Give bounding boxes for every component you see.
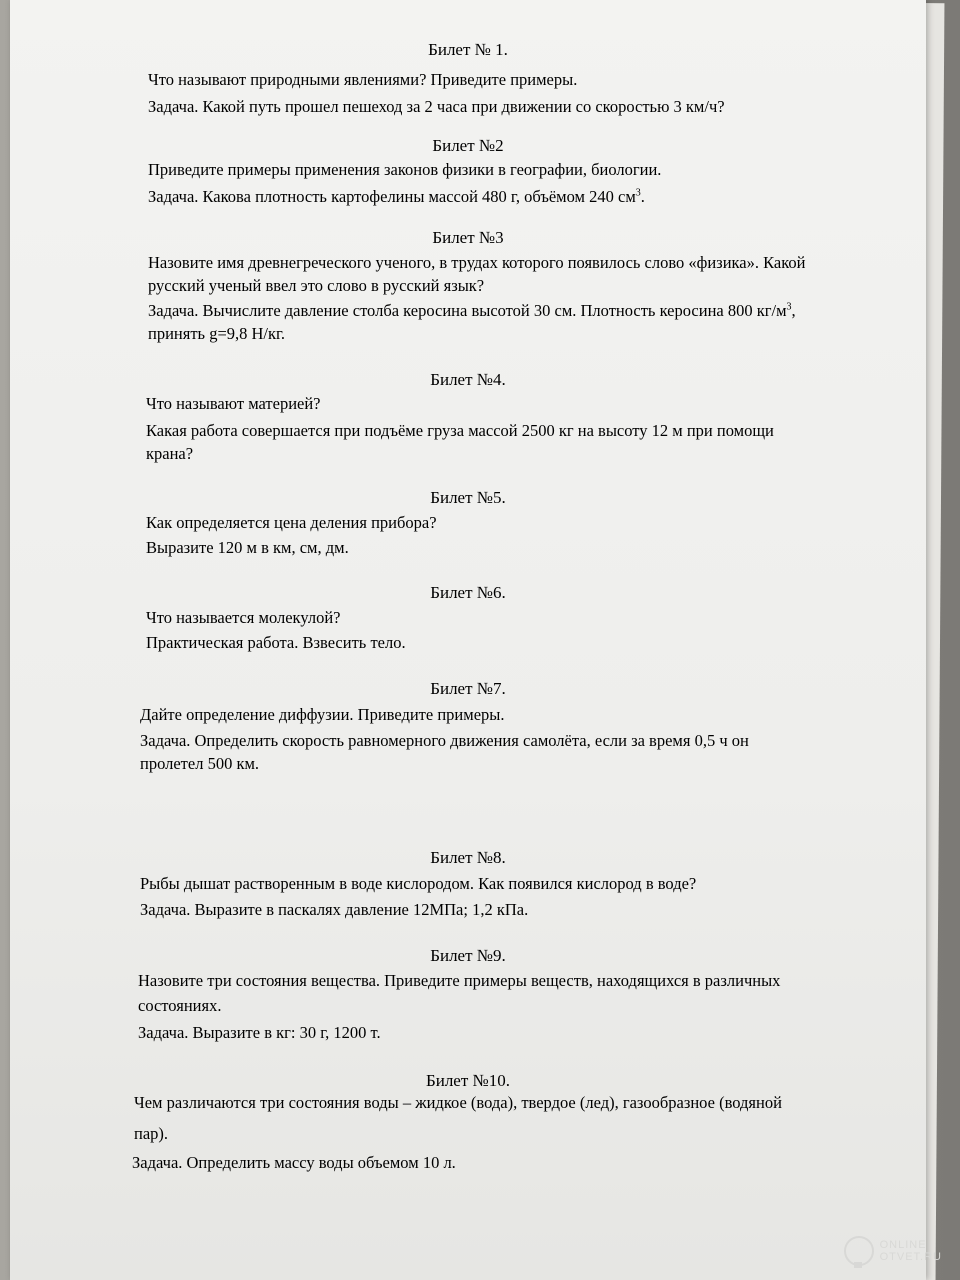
ticket-question: Рыбы дышат растворенным в воде кислородом. Как появился кислород в воде?: [140, 874, 697, 893]
ticket-task: Задача. Определить массу воды объемом 10 л.: [132, 1153, 456, 1172]
ticket-question: Дайте определение диффузии. Приведите примеры.: [140, 705, 505, 724]
ticket-title: Билет №6.: [430, 583, 506, 602]
ticket-task: Практическая работа. Взвесить тело.: [146, 633, 406, 652]
ticket-title: Билет №5.: [430, 488, 506, 507]
ticket-sheet: [10, 0, 926, 1280]
ticket-question: Что называют природными явлениями? Приведите примеры.: [148, 70, 578, 89]
ticket-task: Задача. Определить скорость равномерного движения самолёта, если за время 0,5 ч он: [140, 731, 749, 750]
ticket-question: Как определяется цена деления прибора?: [146, 513, 437, 532]
ticket-title: Билет №4.: [430, 370, 506, 389]
ticket-title: Билет №3: [432, 228, 504, 247]
lightbulb-icon: [844, 1236, 874, 1266]
ticket-title: Билет №7.: [430, 679, 506, 698]
ticket-question: Чем различаются три состояния воды – жидкое (вода), твердое (лед), газообразное (водяной: [134, 1093, 782, 1112]
ticket-title: Билет № 1.: [428, 40, 508, 59]
ticket-title: Билет №8.: [430, 848, 506, 867]
ticket-task: Выразите 120 м в км, см, дм.: [146, 538, 349, 557]
ticket-task: Задача. Вычислите давление столба керосина высотой 30 см. Плотность керосина 800 $кг/м^3$,: [148, 301, 796, 320]
ticket-title: Билет №9.: [430, 946, 506, 965]
ticket-question: Приведите примеры применения законов физики в географии, биологии.: [148, 160, 662, 179]
ticket-question: Назовите имя древнегреческого ученого, в трудах которого появилось слово «физика». Какой: [148, 253, 806, 272]
ticket-task-cont: крана?: [146, 444, 194, 463]
watermark-text: ONLINE OTVET.RU: [879, 1239, 942, 1263]
ticket-title: Билет №2: [432, 136, 504, 155]
ticket-question: Что называют материей?: [146, 394, 321, 413]
ticket-task: Задача. Выразите в паскалях давление 12МПа; 1,2 кПа.: [140, 900, 529, 919]
ticket-question-cont: пар).: [134, 1124, 169, 1143]
ticket-title: Билет №10.: [425, 1071, 511, 1090]
ticket-task: Задача. Какой путь прошел пешеход за 2 часа при движении со скоростью 3 км/ч?: [148, 97, 725, 116]
ticket-task: Задача. Какова плотность картофелины массой 480 г, объёмом 240 $см^3$.: [148, 187, 645, 206]
watermark: [844, 1236, 942, 1266]
ticket-task: Какая работа совершается при подъёме груза массой 2500 кг на высоту 12 м при помощи: [146, 421, 774, 440]
ticket-question: Что называется молекулой?: [146, 608, 341, 627]
ticket-task-cont: пролетел 500 км.: [140, 754, 260, 773]
ticket-question-cont: состояниях.: [138, 996, 222, 1015]
ticket-task-cont: принять g=9,8 Н/кг.: [148, 324, 286, 343]
ticket-task: Задача. Выразите в кг: 30 г, 1200 т.: [138, 1023, 381, 1042]
ticket-question-cont: русский ученый ввел это слово в русский язык?: [148, 276, 485, 295]
ticket-question: Назовите три состояния вещества. Приведите примеры веществ, находящихся в различных: [138, 971, 781, 990]
